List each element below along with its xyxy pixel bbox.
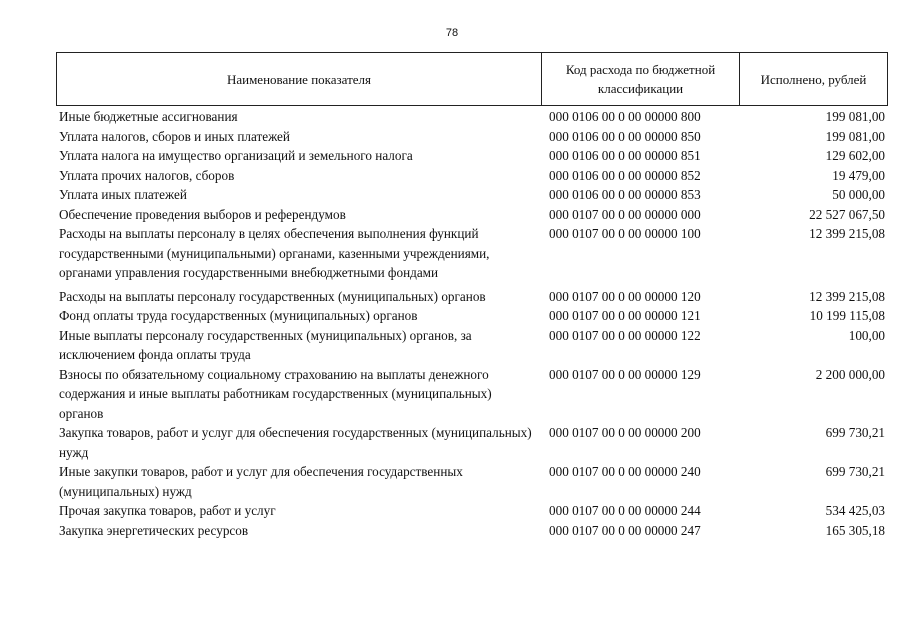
row-name: Закупка товаров, работ и услуг для обеспечения государственных (муниципальных) нужд: [59, 425, 532, 460]
row-amount: 699 730,21: [825, 464, 885, 479]
row-name: Иные выплаты персоналу государственных (муниципальных) органов, за исключением фонда оплаты труда: [59, 327, 472, 362]
table-row: [59, 127, 885, 147]
table-row: [59, 365, 885, 424]
row-name: Иные бюджетные ассигнования: [59, 109, 238, 124]
row-code: 000 0107 00 0 00 00000 200: [549, 425, 701, 440]
table-row: [59, 306, 885, 326]
row-name: Прочая закупка товаров, работ и услуг: [59, 503, 276, 518]
row-code: 000 0106 00 0 00 00000 853: [549, 187, 701, 202]
row-code: 000 0107 00 0 00 00000 120: [549, 288, 701, 304]
table-row: [59, 224, 885, 283]
row-code: 000 0107 00 0 00 00000 100: [549, 226, 701, 241]
row-code: 000 0107 00 0 00 00000 129: [549, 366, 701, 382]
row-name: Обеспечение проведения выборов и референдумов: [59, 206, 346, 222]
row-code: 000 0107 00 0 00 00000 244: [549, 503, 701, 518]
row-name: Взносы по обязательному социальному страхованию на выплаты денежного содержания и иные выплаты работникам государственных (муниципальных) органов: [59, 366, 492, 421]
row-code: 000 0106 00 0 00 00000 800: [549, 109, 701, 124]
row-name: Расходы на выплаты персоналу государственных (муниципальных) органов: [59, 288, 486, 304]
row-name: Фонд оплаты труда государственных (муниципальных) органов: [59, 308, 418, 323]
row-code: 000 0107 00 0 00 00000 247: [549, 522, 701, 538]
table-row: [59, 326, 885, 365]
table-row: [59, 166, 885, 186]
row-amount: 19 479,00: [832, 167, 885, 183]
row-amount: 165 305,18: [825, 522, 885, 538]
row-amount: 50 000,00: [832, 187, 885, 202]
row-code: 000 0106 00 0 00 00000 851: [549, 148, 701, 163]
header-code: Код расхода по бюджетной классификации: [542, 53, 740, 105]
row-code: 000 0106 00 0 00 00000 850: [549, 128, 701, 144]
row-code: 000 0107 00 0 00 00000 240: [549, 464, 701, 479]
row-name: Закупка энергетических ресурсов: [59, 522, 249, 538]
row-name: Уплата налога на имущество организаций и земельного налога: [59, 148, 413, 163]
row-amount: 12 399 215,08: [809, 288, 885, 304]
header-name: Наименование показателя: [57, 53, 542, 105]
row-code: 000 0107 00 0 00 00000 122: [549, 327, 701, 343]
table-row: [59, 107, 885, 127]
row-code: 000 0107 00 0 00 00000 000: [549, 206, 701, 222]
table-header: [56, 52, 888, 106]
row-amount: 22 527 067,50: [809, 206, 885, 222]
row-amount: 129 602,00: [825, 148, 885, 163]
table-row: [59, 521, 885, 541]
table-body: [59, 107, 885, 540]
row-amount: 699 730,21: [825, 425, 885, 440]
row-amount: 2 200 000,00: [815, 366, 885, 382]
row-name: Уплата прочих налогов, сборов: [59, 167, 235, 183]
header-amount: Исполнено, рублей: [760, 71, 867, 87]
row-amount: 199 081,00: [825, 128, 885, 144]
row-amount: 10 199 115,08: [809, 308, 885, 323]
page-number: 78: [445, 27, 459, 39]
row-amount: 534 425,03: [825, 503, 885, 518]
row-amount: 12 399 215,08: [809, 226, 885, 241]
table-row: [59, 501, 885, 521]
table-row: [59, 185, 885, 205]
row-name: Иные закупки товаров, работ и услуг для обеспечения государственных (муниципальных) нужд: [59, 464, 463, 499]
row-amount: 100,00: [848, 327, 885, 343]
row-name: Расходы на выплаты персоналу в целях обеспечения выполнения функций государственными (муниципальными) органами, казенными учреждениями, органами управления государственными внебюджетными фондами: [59, 226, 490, 280]
table-row: [59, 146, 885, 166]
row-name: Уплата налогов, сборов и иных платежей: [59, 128, 290, 144]
row-amount: 199 081,00: [825, 109, 885, 124]
table-row: [59, 287, 885, 307]
table-row: [59, 462, 885, 501]
table-row: [59, 423, 885, 462]
row-name: Уплата иных платежей: [59, 187, 187, 202]
table-row: [59, 205, 885, 225]
row-code: 000 0106 00 0 00 00000 852: [549, 167, 701, 183]
row-code: 000 0107 00 0 00 00000 121: [549, 308, 701, 323]
